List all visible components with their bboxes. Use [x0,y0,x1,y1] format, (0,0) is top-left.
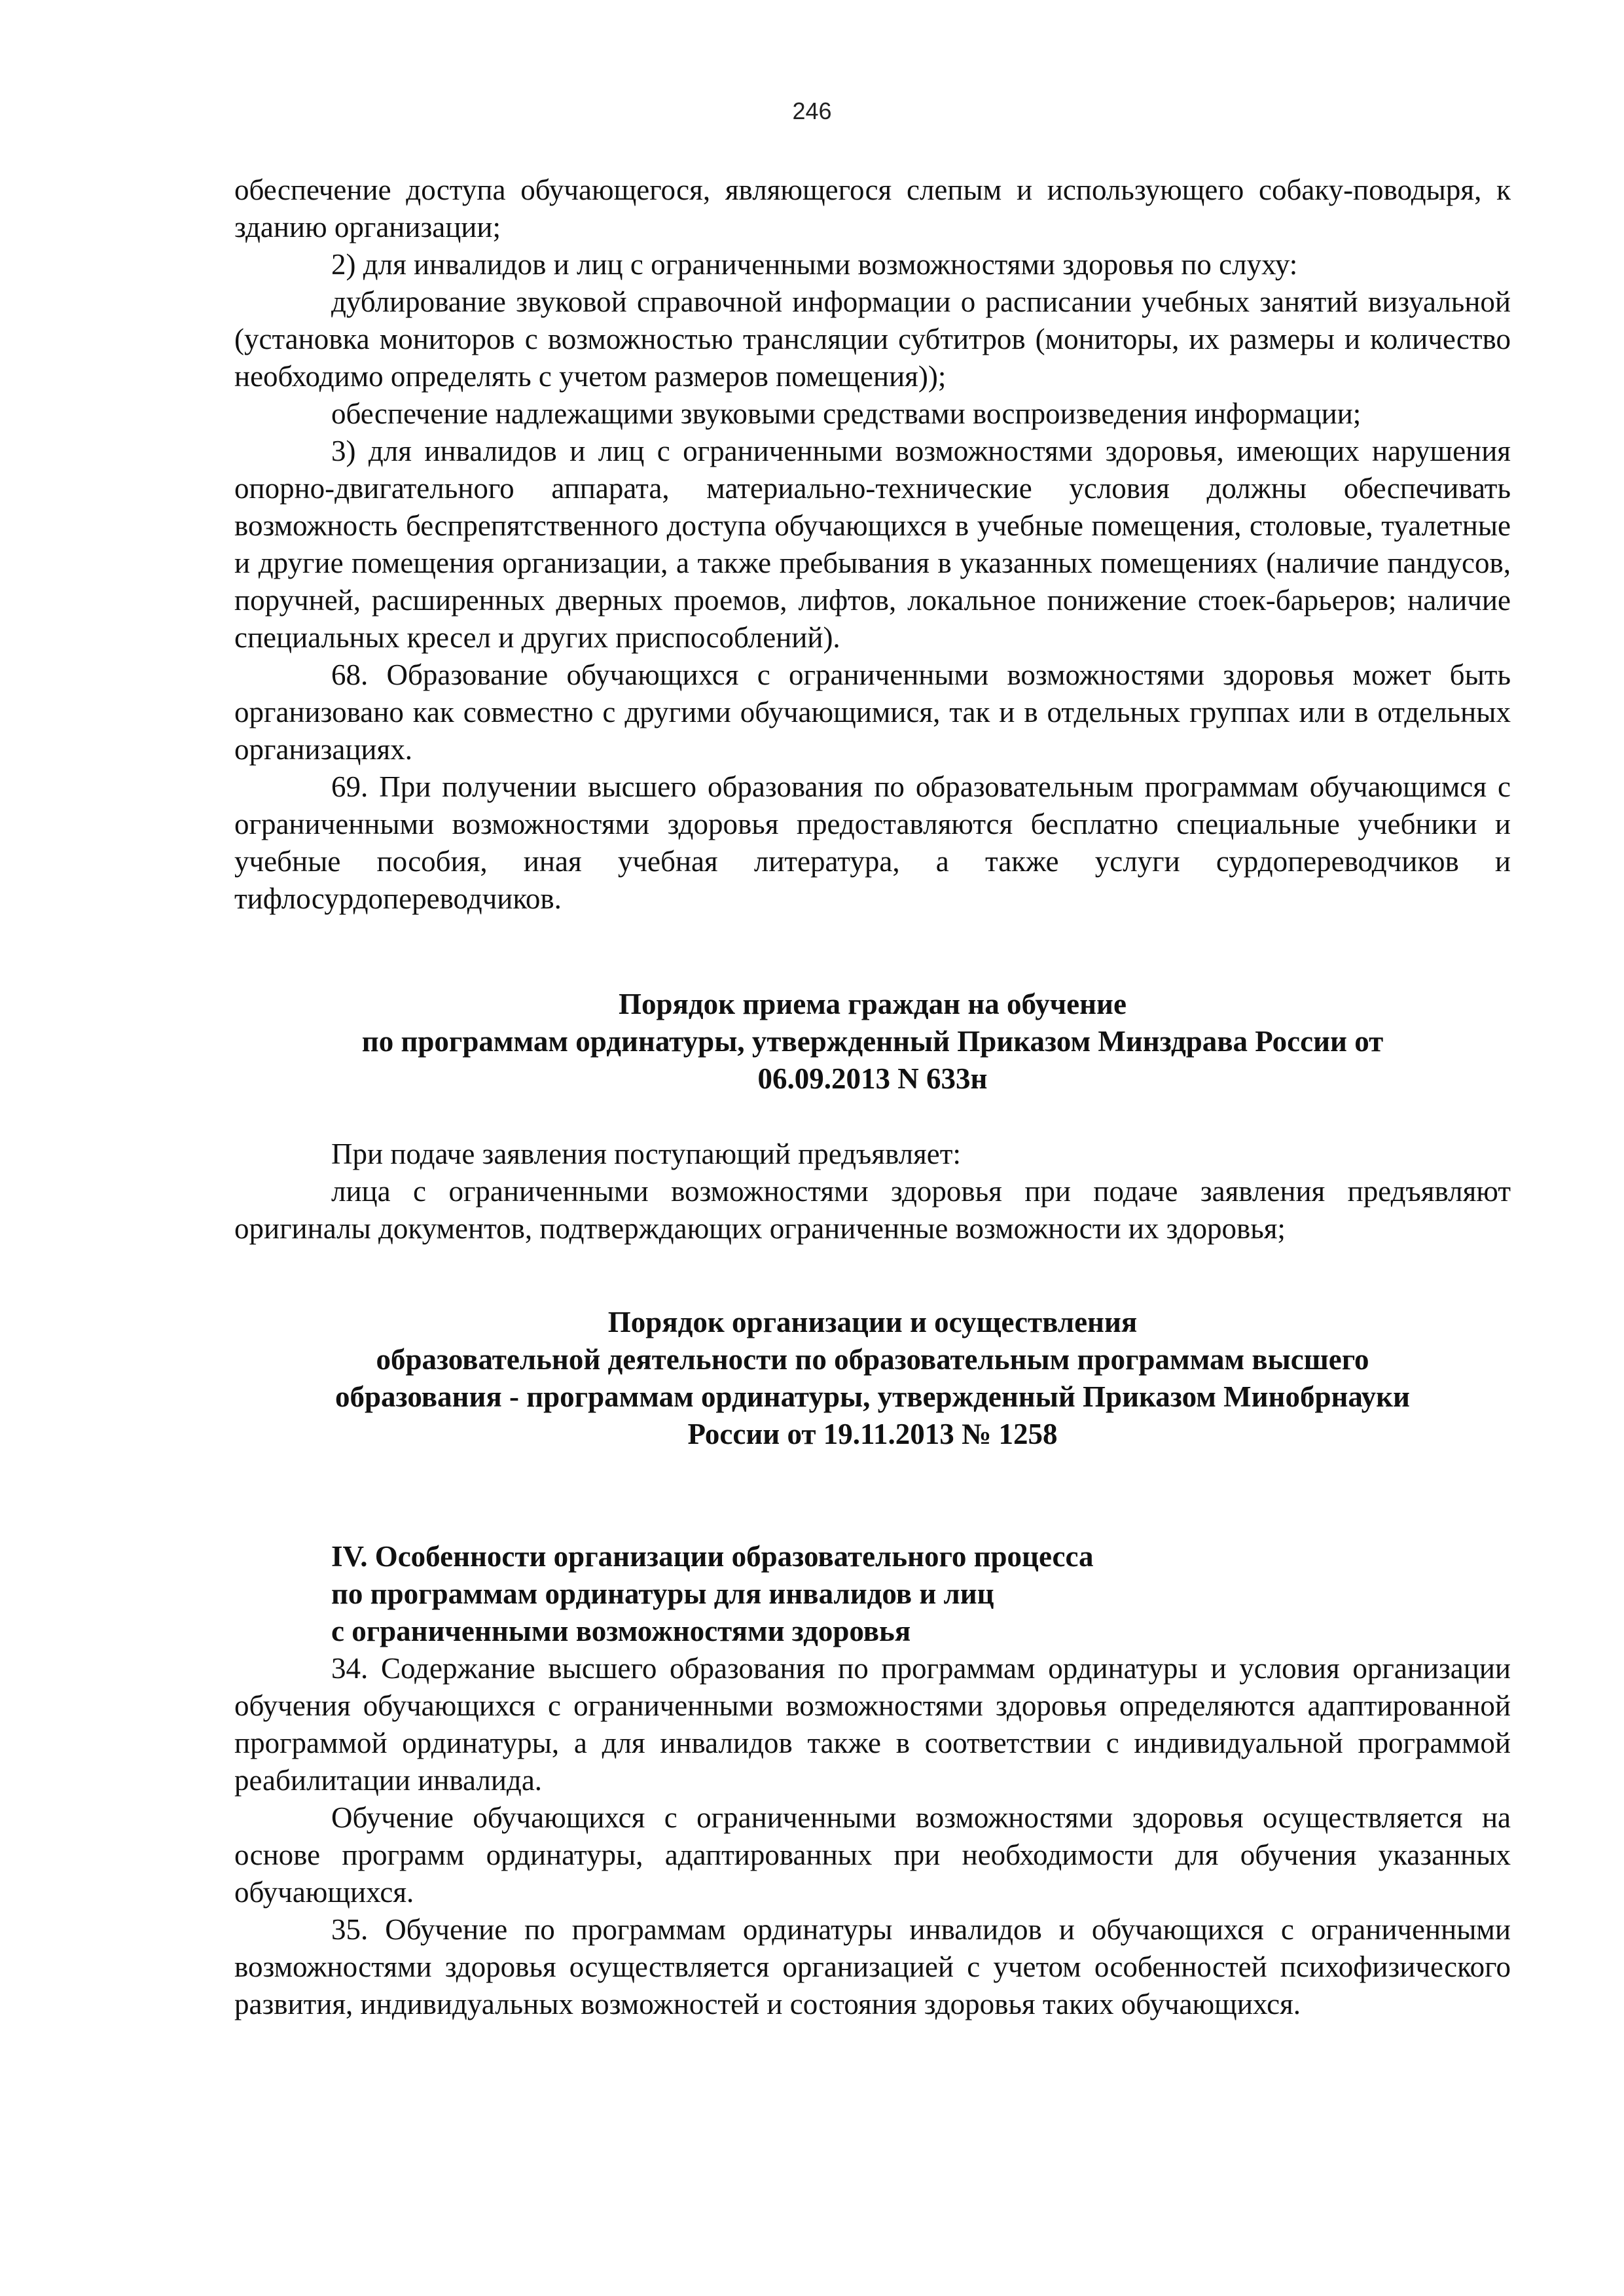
paragraph: 69. При получении высшего образования по образовательным программам обучающимся с ограниченными возможностями здоровья предоставляются бесплатно специальные учебники и учебные пособия, иная учебная литература, а также услуги сурдопереводчиков и тифлосурдопереводчиков. [234,770,1511,915]
paragraph: дублирование звуковой справочной информации о расписании учебных занятий визуальной (установка мониторов с возможностью трансляции субтитров (мониторы, их размеры и количество необходимо определять с учетом размеров помещения)); [234,285,1511,393]
heading-line: России от 19.11.2013 № 1258 [687,1418,1058,1450]
paragraph: обеспечение доступа обучающегося, являющегося слепым и использующего собаку-поводыря, к зданию организации; [234,173,1511,243]
page-content [234,171,1511,2023]
heading-line: образования - программам ординатуры, утвержденный Приказом Минобрнауки [335,1380,1410,1413]
heading-line: IV. Особенности организации образовательного процесса [331,1540,1094,1573]
page-number: 246 [792,98,832,124]
chapter-heading-iv [234,1538,1511,1650]
paragraph: 3) для инвалидов и лиц с ограниченными возможностями здоровья, имеющих нарушения опорно-двигательного аппарата, материально-технические условия должны обеспечивать возможность беспрепятственного доступа обучающихся в учебные помещения, столовые, туалетные и другие помещения организации, а также пребывания в указанных помещениях (наличие пандусов, поручней, расширенных дверных проемов, лифтов, локальное понижение стоек-барьеров; наличие специальных кресел и других приспособлений). [234,435,1511,654]
paragraph: 34. Содержание высшего образования по программам ординатуры и условия организации обучения обучающихся с ограниченными возможностями здоровья определяются адаптированной программой ординатуры, а для инвалидов также в соответствии с индивидуальной программой реабилитации инвалида. [234,1652,1511,1797]
paragraph: Обучение обучающихся с ограниченными возможностями здоровья осуществляется на основе программ ординатуры, адаптированных при необходимости для обучения указанных обучающихся. [234,1801,1511,1909]
paragraph: 35. Обучение по программам ординатуры инвалидов и обучающихся с ограниченными возможностями здоровья осуществляется организацией с учетом особенностей психофизического развития, индивидуальных возможностей и состояния здоровья таких обучающихся. [234,1913,1511,2020]
heading-line: по программам ординатуры, утвержденный Приказом Минздрава России от [361,1025,1384,1058]
section-heading-admission [234,986,1511,1098]
heading-line: по программам ординатуры для инвалидов и лиц [331,1577,994,1610]
heading-line: Порядок приема граждан на обучение [619,988,1127,1020]
section-heading-organization [234,1304,1511,1453]
heading-line: 06.09.2013 N 633н [757,1062,988,1095]
heading-line: с ограниченными возможностями здоровья [331,1615,911,1647]
heading-line: образовательной деятельности по образовательным программам высшего [376,1343,1369,1376]
paragraph: обеспечение надлежащими звуковыми средствами воспроизведения информации; [331,397,1362,430]
paragraph: лица с ограниченными возможностями здоровья при подаче заявления предъявляют оригиналы документов, подтверждающих ограниченные возможности их здоровья; [234,1175,1511,1245]
paragraph: При подаче заявления поступающий предъявляет: [331,1138,961,1170]
heading-line: Порядок организации и осуществления [607,1306,1138,1338]
paragraph: 2) для инвалидов и лиц с ограниченными возможностями здоровья по слуху: [331,248,1298,281]
paragraph: 68. Образование обучающихся с ограниченными возможностями здоровья может быть организовано как совместно с другими обучающимися, так и в отдельных группах или в отдельных организациях. [234,658,1511,766]
